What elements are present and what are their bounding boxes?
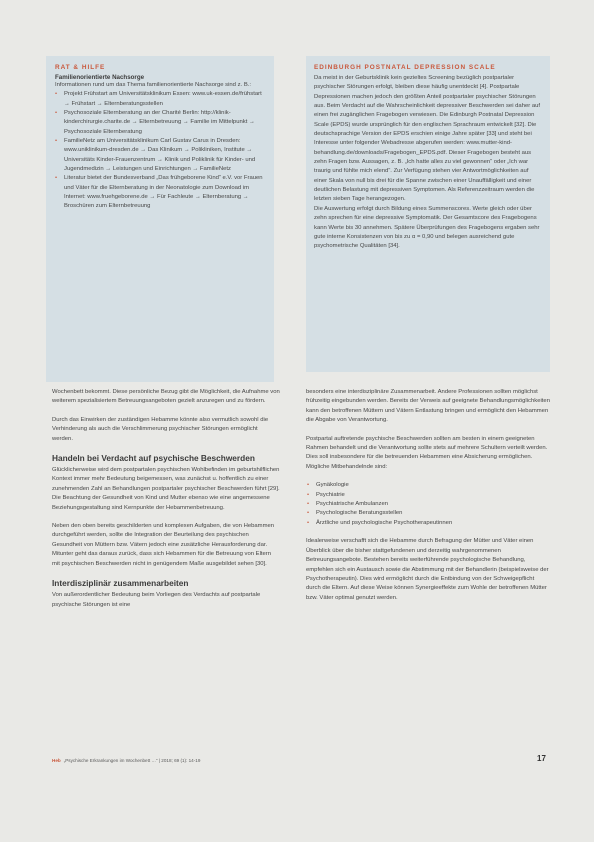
list-item: • Psychiatrie [306,491,550,500]
list-item: • Literatur bietet der Bundesverband „Das frühgeborene Kind“ e.V. vor Frauen und Väter für die Elternberatung in der Neonatologie zum Download im Internet: www.fruehgeborene.de → Für Fachleute → Elternberatung → Broschüren zum Elternbetreuung [55,174,266,211]
citation-text: „Psychische Erkrankungen im Wochenbett …“ | 2018; 69 (1): 14-19 [63,758,201,763]
paragraph: Idealerweise verschafft sich die Hebamme durch Befragung der Mütter und Väter einen Überblick über die bisher stattgefundenen und derzeitig wahrgenommenen Betreuungsangebote. Bestehen bereits weiterführende psychologische Behandlung, empfehlen sich ein Austausch sowie die Abstimmung mit der Behandlerin (beispielsweise der Psychotherapeutin). Dies wird ermöglicht durch die Entbindung von der Schweigepflicht durch die Eltern. Auf diese Weise können Synergieeffekte zum Wohle der betroffenen Mütter bzw. Väter optimal genutzt werden. [306,538,549,601]
box-body-2: Die Auswertung erfolgt durch Bildung eines Summenscores. Werte gleich oder über zehn sprechen für eine depressive Symptomatik. Der Gesamtscore des Fragebogens kann Werte bis 30 annehmen. Spätere Überprüfungen des Fragebogens ergaben sehr gute interne Konsistenzen von bis zu α = 0,90 und belegen ausreichend gute psychometrische Qualitäten [34]. [314,205,540,250]
treatment-list [306,481,550,528]
journal-brand: Heb [52,758,61,763]
right-column [306,388,550,612]
paragraph: Durch das Einwirken der zuständigen Hebamme könnte also vermutlich sowohl die Verhinderung als auch die Verschlimmerung psychischer Störungen ermöglicht werden. [52,416,269,442]
box-body: Da meist in der Geburtsklinik kein gezieltes Screening bezüglich postpartaler psychischer Störungen erfolgt, bleiben diese häufig unentdeckt [4]. Postpartale Depressionen machen jedoch den größten Anteil postpartaler psychischer Störungen aus. Beim Verdacht auf die Wahrscheinlichkeit depressiver Beschwerden sei daher auf einen frei zugänglichen Fragebogen verwiesen. Die Edinburgh Postnatal Depression Scale (EPDS) wurde ursprünglich für den englischen Sprachraum entwickelt [32]. Die deutschsprachige Version der EPDS erschien einige Jahre später [33] und steht bei Interesse unter folgender Webadresse abgerufen werden: www.mutter-kind-behandlung.de/downloads/Fragebogen_EPDS.pdf. Dieser Fragebogen besteht aus zehn Fragen bzw. Aussagen, z. B. „Ich hatte alles zu viel gewonnen“ oder „Ich war traurig und fühlte mich elend“. Zur Verfügung stehen vier Antwortmöglichkeiten auf einer Skala von null bis drei für die Spanne zwischen einer Unauffälligkeit und einer deutlichen Belastung mit depressiven Symptomen. Als Referenzzeitraum werden die letzten sieben Tage herangezogen. [314,75,541,203]
paragraph: Wochenbett bekommt. Diese persönliche Bezug gibt die Möglichkeit, die Aufnahme von weiterem spezialisiertem Betreuungsangeboten gezielt anzuregen und zu fördern. [52,389,280,405]
left-column [52,388,280,619]
box-subheading: Familienorientierte Nachsorge [55,74,145,81]
paragraph: Glücklicherweise wird dem postpartalen psychischen Wohlbefinden im geburtshilflichen Kontext immer mehr Bedeutung beigemessen, was zunächst u. hoffentlich zu einer zunehmenden Zahl an Behandlungen postpartaler psychischer Beschwerden führt [29]. Die Beachtung der Gesundheit von Kind und Mutter ebenso wie eine angemessene Beziehungsgestaltung sind Kernpunkte der Hebammenbetreuung. [52,467,280,511]
paragraph: besonders eine interdisziplinäre Zusammenarbeit. Andere Professionen sollten möglichst frühzeitig eingebunden werden. Bereits der Verweis auf geeignete Behandlungsmöglichkeiten kann den betroffenen Müttern und Vätern Entlastung bringen und ermöglicht den Hebammen die Abgabe von Verantwortung. [306,389,550,424]
info-box-rat-hilfe [46,56,274,382]
section-heading: Interdisziplinär zusammenarbeiten [52,578,189,589]
footer-citation [52,758,200,763]
paragraph: Postpartal auftretende psychische Beschwerden sollten am besten in einem geeigneten Rahmen behandelt und die Verantwortung sollte stets auf mehrere Schultern verteilt werden. Dies soll insbesondere für die betreuenden Hebammen eine Absicherung ermöglichen. Mögliche Mitbehandelnde sind: [306,435,548,470]
page-number: 17 [537,754,546,763]
box-intro: Informationen rund um das Thema familienorientierte Nachsorge sind z. B.: [55,82,252,88]
list-item: • Projekt Frühstart am Universitätsklinikum Essen: www.uk-essen.de/frühstart → Frühstart → Elternberatungsstellen [55,90,266,109]
section-heading: Handeln bei Verdacht auf psychische Beschwerden [52,453,255,464]
list-item: • Gynäkologie [306,481,550,490]
list-item: • Psychosoziale Elternberatung an der Charité Berlin: http://klinik-kinderchirurgie.charite.de → Elternbetreuung → Familie im Mittelpunkt → Psychosoziale Elternberatung [55,109,266,137]
list-item: • Psychiatrische Ambulanzen [306,500,550,509]
info-box-epds [306,56,550,372]
paragraph: Von außerordentlicher Bedeutung beim Vorliegen des Verdachts auf postpartale psychische Störungen ist eine [52,592,261,608]
paragraph: Neben den oben bereits geschilderten und komplexen Aufgaben, die von Hebammen durchgeführt werden, sollte die Integration der Beurteilung des psychischen Gesundheit von Müttern bzw. Vätern jedoch eine zusätzliche Herausforderung dar. Mitunter geht das daraus zurück, dass sich Hebammen für die Betreuung von Eltern mit psychischen Beschwerden nicht in genügendem Maße ausgebildet sehen [30]. [52,523,275,567]
box-heading: RAT & HILFE [55,64,106,71]
resource-list [55,90,266,211]
list-item: • Psychologische Beratungsstellen [306,509,550,518]
list-item: • Ärztliche und psychologische Psychotherapeutinnen [306,519,550,528]
box-heading: EDINBURGH POSTNATAL DEPRESSION SCALE [314,64,496,71]
list-item: • FamilieNetz am Universitätsklinikum Carl Gustav Carus in Dresden: www.uniklinikum-dresden.de → Das Klinikum → Polikliniken, Institute → Universitäts Kinder-Frauenzentrum → Klinik und Poliklinik für Kinder- und Jugendmedizin → Leistungen und Einrichtungen → FamilieNetz [55,137,266,174]
